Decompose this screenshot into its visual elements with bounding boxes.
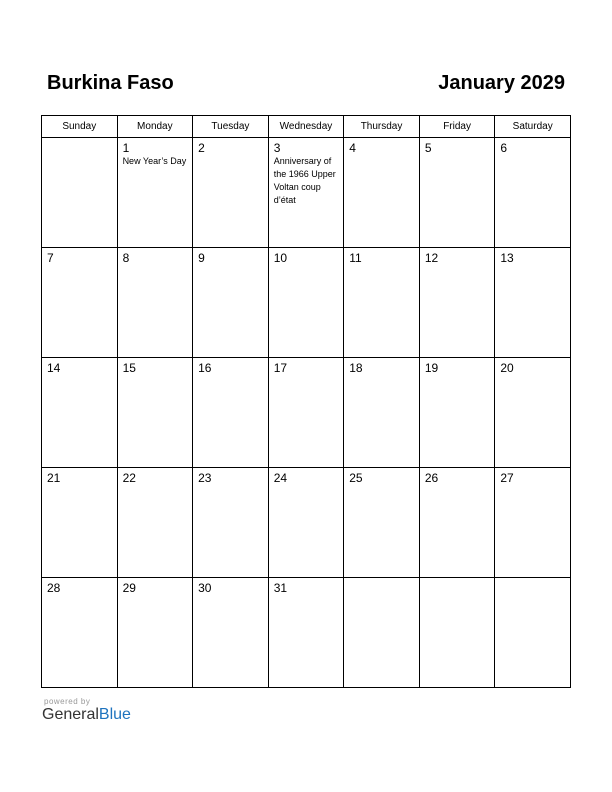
week-row — [42, 138, 571, 248]
day-number: 13 — [500, 251, 514, 265]
weekday-header: Saturday — [495, 116, 571, 138]
day-cell — [419, 468, 495, 578]
weekday-header: Tuesday — [193, 116, 269, 138]
country-title: Burkina Faso — [47, 72, 174, 94]
day-number: 28 — [47, 581, 61, 595]
day-cell — [193, 138, 269, 248]
day-number: 1 — [122, 141, 130, 155]
weekday-header: Thursday — [344, 116, 420, 138]
day-number: 4 — [349, 141, 356, 155]
day-cell — [268, 248, 344, 358]
day-cell — [268, 358, 344, 468]
day-number: 3 — [273, 141, 281, 155]
day-number: 10 — [273, 251, 288, 265]
day-number: 8 — [122, 251, 130, 265]
day-number: 15 — [122, 361, 136, 375]
day-number: 30 — [198, 581, 212, 595]
week-row — [42, 248, 571, 358]
day-number: 9 — [198, 251, 205, 265]
weekday-header: Wednesday — [268, 116, 344, 138]
day-cell — [495, 358, 571, 468]
day-number: 17 — [273, 361, 288, 375]
day-number — [344, 578, 419, 581]
day-number: 27 — [500, 471, 514, 485]
day-cell — [117, 468, 193, 578]
day-cell — [193, 578, 269, 688]
day-number: 29 — [122, 581, 136, 595]
day-cell — [193, 358, 269, 468]
day-number — [495, 578, 570, 581]
day-cell — [117, 578, 193, 688]
day-cell — [117, 248, 193, 358]
day-number: 7 — [47, 251, 54, 265]
day-cell — [193, 248, 269, 358]
day-cell — [495, 248, 571, 358]
calendar-grid — [41, 115, 571, 688]
day-number: 5 — [424, 141, 432, 155]
logo-blue-text: Blue — [98, 706, 131, 723]
day-cell — [344, 358, 420, 468]
day-cell — [419, 138, 495, 248]
day-number: 24 — [273, 471, 288, 485]
day-cell — [344, 468, 420, 578]
day-cell — [42, 248, 118, 358]
day-number: 26 — [424, 471, 439, 485]
day-number: 16 — [198, 361, 212, 375]
day-number: 19 — [424, 361, 439, 375]
weekday-header: Friday — [419, 116, 495, 138]
day-number: 2 — [198, 141, 205, 155]
month-title: January 2029 — [438, 72, 565, 94]
day-number — [420, 578, 495, 581]
week-row — [42, 578, 571, 688]
weekday-header-row — [42, 116, 571, 138]
day-number: 23 — [198, 471, 212, 485]
footer-branding — [42, 697, 131, 724]
weekday-header: Sunday — [42, 116, 118, 138]
day-cell — [268, 468, 344, 578]
day-number: 18 — [349, 361, 363, 375]
weekday-header: Monday — [117, 116, 193, 138]
powered-by-label: powered by — [44, 697, 91, 706]
day-number: 6 — [500, 141, 508, 155]
logo-general-text: General — [42, 706, 99, 723]
day-cell — [42, 578, 118, 688]
holiday-label: New Year’s Day — [122, 156, 187, 166]
day-cell — [495, 578, 571, 688]
day-cell — [344, 578, 420, 688]
day-cell — [419, 358, 495, 468]
generalblue-logo[interactable] — [42, 706, 131, 724]
day-number — [42, 138, 117, 141]
day-cell — [268, 578, 344, 688]
day-cell — [117, 138, 193, 248]
day-number: 20 — [500, 361, 514, 375]
day-number: 12 — [424, 251, 439, 265]
day-cell — [419, 578, 495, 688]
day-number: 11 — [349, 251, 362, 265]
holiday-label: Anniversary of the 1966 Upper Voltan coup d’état — [273, 156, 336, 205]
day-cell — [495, 468, 571, 578]
day-number: 14 — [47, 361, 61, 375]
day-cell — [495, 138, 571, 248]
day-cell — [419, 248, 495, 358]
week-row — [42, 358, 571, 468]
day-number: 31 — [273, 581, 288, 595]
day-cell — [268, 138, 344, 248]
day-cell — [42, 468, 118, 578]
day-cell — [117, 358, 193, 468]
day-number: 21 — [47, 471, 61, 485]
day-number: 22 — [122, 471, 136, 485]
day-number: 25 — [349, 471, 363, 485]
day-cell — [42, 358, 118, 468]
day-cell — [193, 468, 269, 578]
day-cell — [42, 138, 118, 248]
week-row — [42, 468, 571, 578]
day-cell — [344, 248, 420, 358]
day-cell — [344, 138, 420, 248]
